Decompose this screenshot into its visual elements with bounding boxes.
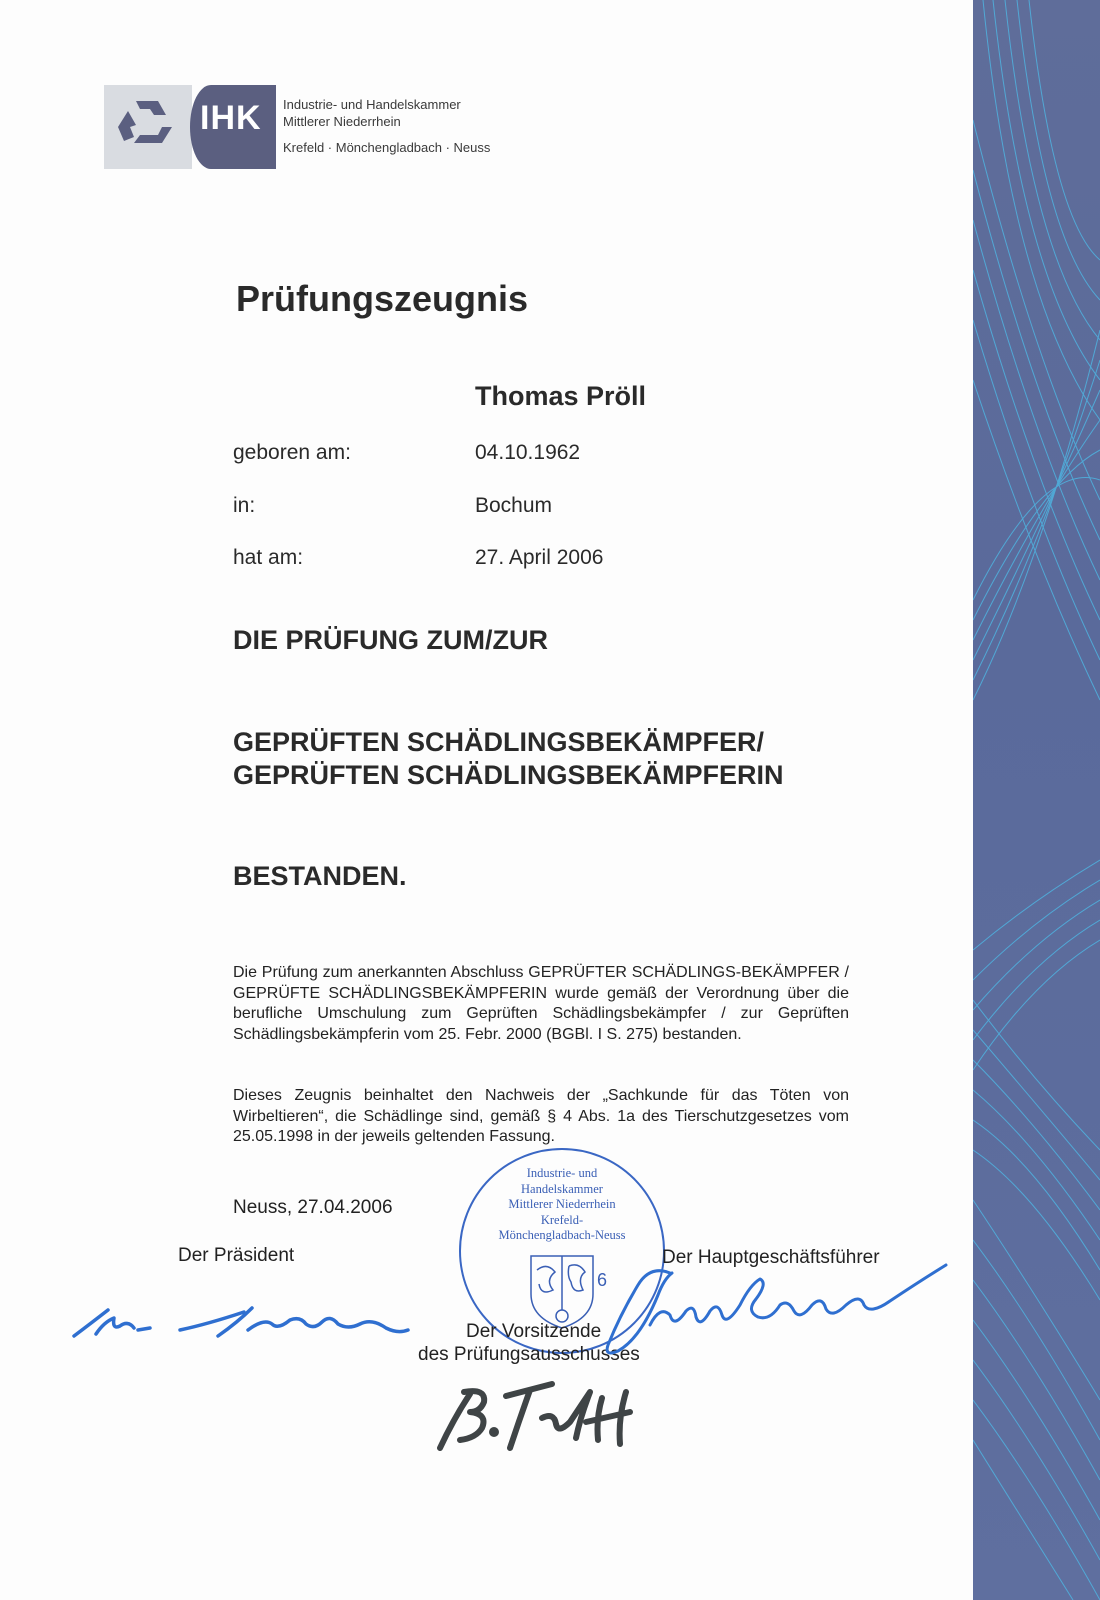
stamp-line: Industrie- und bbox=[526, 1166, 598, 1180]
organization-name bbox=[283, 96, 461, 130]
field-label-birthplace: in: bbox=[233, 494, 256, 517]
exam-heading: DIE PRÜFUNG ZUM/ZUR bbox=[233, 625, 548, 655]
signature-label-committee-chair-line2: des Prüfungsausschusses bbox=[418, 1344, 640, 1365]
place-and-date: Neuss, 27.04.2006 bbox=[233, 1197, 393, 1218]
legal-paragraph-1: Die Prüfung zum anerkannten Abschluss GEPRÜFTER SCHÄDLINGS-BEKÄMPFER / GEPRÜFTE SCHÄDLINGSBEKÄMPFERIN wurde gemäß der Verordnung über die berufliche Umschulung zum Geprüften Schädlingsbekämpfer / zur Geprüften Schädlingsbekämpferin vom 25. Febr. 2000 (BGBl. I S. 275) bestanden. bbox=[233, 964, 849, 1043]
president-signature bbox=[68, 1300, 418, 1350]
decorative-side-stripe bbox=[973, 0, 1100, 1600]
signature-label-committee-chair-line1: Der Vorsitzende bbox=[466, 1321, 602, 1342]
ihk-logo bbox=[104, 85, 276, 169]
organization-name-line1: Industrie- und Handelskammer bbox=[283, 97, 461, 112]
stamp-text bbox=[461, 1166, 663, 1244]
legal-paragraph-2: Dieses Zeugnis beinhaltet den Nachweis der „Sachkunde für das Töten von Wirbeltieren“, die Schädlinge sind, gemäß § 4 Abs. 1a des Tierschutzgesetzes vom 25.05.1998 in der jeweils geltenden Fassung. bbox=[233, 1087, 849, 1145]
stamp-line: Mittlerer Niederrhein bbox=[508, 1197, 616, 1211]
stamp-line: Mönchengladbach-Neuss bbox=[498, 1228, 626, 1242]
signature-label-president: Der Präsident bbox=[178, 1245, 295, 1266]
field-label-birthdate: geboren am: bbox=[233, 441, 351, 464]
candidate-name: Thomas Pröll bbox=[475, 381, 647, 411]
field-value-birthdate: 04.10.1962 bbox=[475, 441, 581, 464]
managing-director-signature bbox=[590, 1255, 950, 1365]
field-value-exam-date: 27. April 2006 bbox=[475, 546, 604, 569]
document-title: Prüfungszeugnis bbox=[236, 278, 529, 319]
coat-of-arms-icon bbox=[527, 1250, 597, 1330]
stamp-line: Krefeld- bbox=[540, 1212, 584, 1227]
field-value-birthplace: Bochum bbox=[475, 494, 553, 517]
exam-result: BESTANDEN. bbox=[233, 861, 407, 891]
qualification-line2: GEPRÜFTEN SCHÄDLINGSBEKÄMPFERIN bbox=[233, 760, 784, 790]
qualification-line1: GEPRÜFTEN SCHÄDLINGSBEKÄMPFER/ bbox=[233, 727, 765, 757]
stamp-line: Handelskammer bbox=[521, 1181, 603, 1196]
stamp-number: 6 bbox=[597, 1270, 608, 1290]
wave-lines-pattern bbox=[973, 0, 1100, 1600]
logo-abbreviation: IHK bbox=[200, 99, 262, 137]
signature-label-managing-director: Der Hauptgeschäftsführer bbox=[662, 1247, 880, 1268]
field-label-exam-date: hat am: bbox=[233, 546, 304, 569]
committee-chair-signature bbox=[430, 1378, 650, 1458]
organization-name-line2: Mittlerer Niederrhein bbox=[283, 114, 401, 129]
ihk-hexagon-arrows-icon bbox=[114, 97, 180, 157]
organization-cities: Krefeld · Mönchengladbach · Neuss bbox=[283, 140, 491, 155]
